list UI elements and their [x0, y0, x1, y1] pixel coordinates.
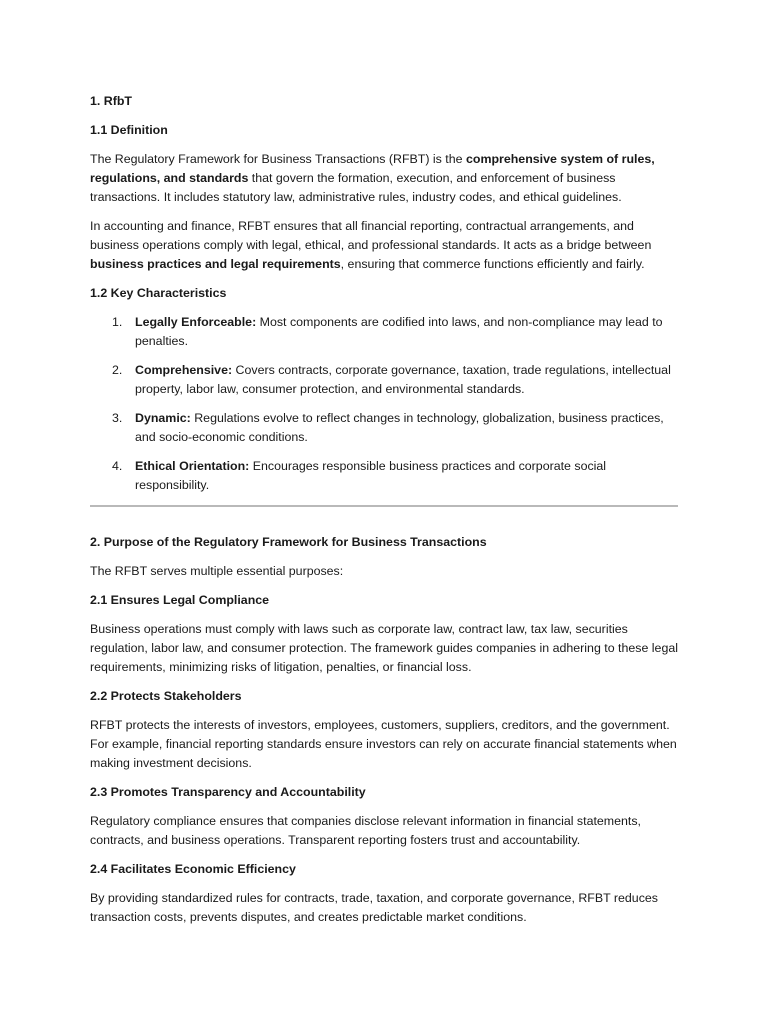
subsection-2-4-heading: 2.4 Facilitates Economic Efficiency: [90, 862, 296, 876]
list-text: Most components are codified into laws, and non-compliance may lead to penalties.: [135, 315, 663, 348]
subsection-2-4-text: By providing standardized rules for contracts, trade, taxation, and corporate governance, RFBT reduces transaction costs, prevents disputes, and creates predictable market conditions.: [90, 891, 658, 924]
section-2-intro: The RFBT serves multiple essential purposes:: [90, 564, 344, 578]
list-item: [90, 361, 678, 399]
list-text: Covers contracts, corporate governance, taxation, trade regulations, intellectual property, labor law, consumer protection, and environmental standards.: [135, 363, 671, 396]
subsection-2-2-text: RFBT protects the interests of investors, employees, customers, suppliers, creditors, and the government. For example, financial reporting standards ensure investors can rely on accurate financial statements when making investment decisions.: [90, 718, 677, 770]
definition-heading: 1.1 Definition: [90, 123, 168, 137]
list-term: Legally Enforceable:: [135, 315, 257, 329]
list-item: [90, 457, 678, 495]
list-number: 1.: [112, 315, 123, 329]
subsection-2-2-heading: 2.2 Protects Stakeholders: [90, 689, 242, 703]
list-item: [90, 409, 678, 447]
definition-paragraph-1: [90, 150, 678, 207]
list-term: Ethical Orientation:: [135, 459, 250, 473]
subsection-2-3-text: Regulatory compliance ensures that companies disclose relevant information in financial statements, contracts, and business operations. Transparent reporting fosters trust and accountability.: [90, 814, 641, 847]
section-divider: [90, 505, 678, 507]
list-text: Regulations evolve to reflect changes in technology, globalization, business practices, and socio-economic conditions.: [135, 411, 664, 444]
subsection-2-3-heading: 2.3 Promotes Transparency and Accountability: [90, 785, 366, 799]
subsection-2-1-text: Business operations must comply with laws such as corporate law, contract law, tax law, securities regulation, labor law, and consumer protection. The framework guides companies in adhering to these legal requirements, minimizing risks of litigation, penalties, or financial loss.: [90, 622, 678, 674]
def-p2-pre: In accounting and finance, RFBT ensures that all financial reporting, contractual arrangements, and business operations comply with legal, ethical, and professional standards. It acts as a bridge between: [90, 219, 652, 252]
list-term: Comprehensive:: [135, 363, 233, 377]
document-page: [90, 92, 678, 927]
def-p2-post: , ensuring that commerce functions efficiently and fairly.: [340, 257, 645, 271]
list-item: [90, 313, 678, 351]
def-p1-post: that govern the formation, execution, and enforcement of business transactions. It includes statutory law, administrative rules, industry codes, and ethical guidelines.: [90, 171, 622, 204]
characteristics-list: [90, 313, 678, 495]
list-number: 4.: [112, 459, 123, 473]
list-text: Encourages responsible business practices and corporate social responsibility.: [135, 459, 607, 492]
subsection-2-1-heading: 2.1 Ensures Legal Compliance: [90, 593, 270, 607]
def-p2-bold: business practices and legal requirements: [90, 257, 341, 271]
def-p1-bold: comprehensive system of rules, regulations, and standards: [90, 152, 655, 185]
def-p1-pre: The Regulatory Framework for Business Transactions (RFBT) is the: [90, 152, 466, 166]
list-number: 2.: [112, 363, 123, 377]
list-term: Dynamic:: [135, 411, 191, 425]
definition-paragraph-2: [90, 217, 678, 274]
list-number: 3.: [112, 411, 123, 425]
characteristics-heading: 1.2 Key Characteristics: [90, 286, 227, 300]
section-2-title: 2. Purpose of the Regulatory Framework for Business Transactions: [90, 535, 487, 549]
section-1-title: 1. RfbT: [90, 94, 132, 108]
